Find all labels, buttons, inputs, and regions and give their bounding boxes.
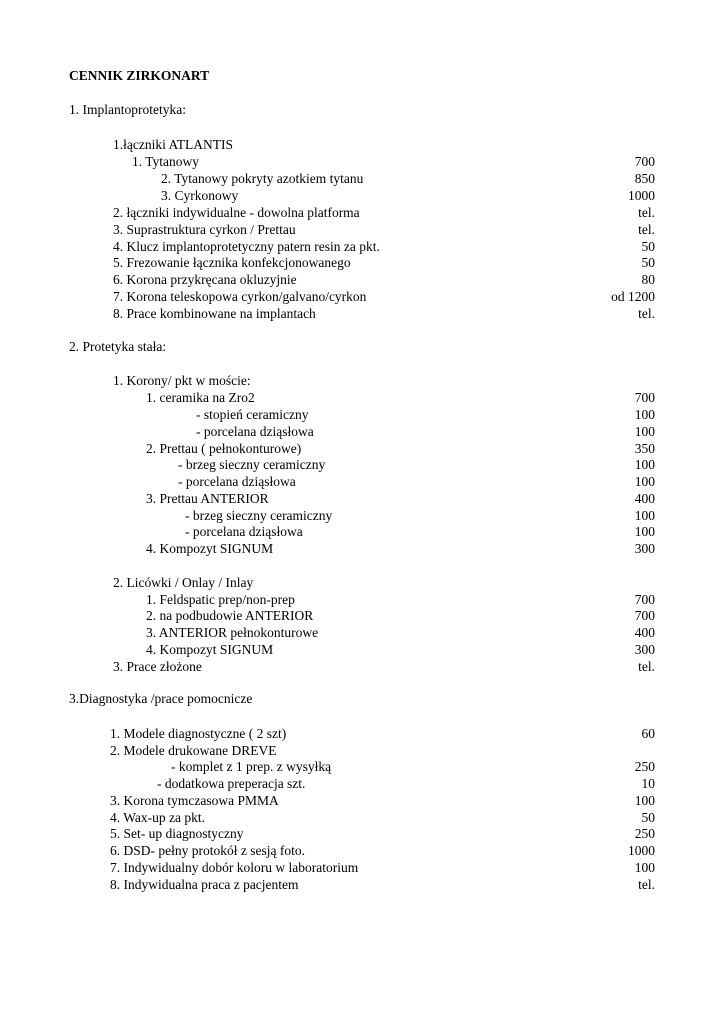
list-item: [0, 591, 725, 608]
item-price: 300: [634, 541, 655, 556]
item-price: 100: [634, 424, 655, 439]
item-label: - brzeg sieczny ceramiczny: [178, 457, 326, 472]
item-price: 100: [634, 524, 655, 539]
item-label: 3. Suprastruktura cyrkon / Prettau: [113, 222, 296, 237]
list-item: [0, 842, 725, 859]
section-heading-protetyka-stala: 2. Protetyka stała:: [69, 339, 167, 354]
item-label: 2. Licówki / Onlay / Inlay: [113, 575, 254, 590]
list-item: [0, 456, 725, 473]
item-price: 350: [634, 441, 655, 456]
item-label: 6. Korona przykręcana okluzyjnie: [113, 272, 297, 287]
list-item: [0, 204, 725, 221]
list-item: [0, 490, 725, 507]
list-item: [0, 607, 725, 624]
item-label: - komplet z 1 prep. z wysyłką: [171, 759, 332, 774]
section-heading-implantoprotetyka: 1. Implantoprotetyka:: [69, 102, 186, 117]
item-label: 2. na podbudowie ANTERIOR: [146, 608, 314, 623]
item-label: 3. Prace złożone: [113, 659, 202, 674]
list-item: [0, 725, 725, 742]
item-price: 400: [634, 491, 655, 506]
item-label: 4. Wax-up za pkt.: [110, 810, 206, 825]
list-item: [0, 775, 725, 792]
item-label: 5. Set- up diagnostyczny: [110, 826, 244, 841]
item-label: 1. Tytanowy: [132, 154, 200, 169]
list-item: [0, 153, 725, 170]
list-item: [0, 758, 725, 775]
list-item: [0, 271, 725, 288]
item-price: 700: [634, 592, 655, 607]
item-price: 50: [641, 239, 655, 254]
item-label: - porcelana dziąsłowa: [178, 474, 296, 489]
list-item: [0, 658, 725, 675]
item-label: 7. Indywidualny dobór koloru w laboratorium: [110, 860, 359, 875]
list-item: [0, 624, 725, 641]
item-price: tel.: [638, 222, 655, 237]
item-label: 1. Modele diagnostyczne ( 2 szt): [110, 726, 287, 741]
document-title: CENNIK ZIRKONART: [69, 68, 210, 83]
section-heading-diagnostyka: 3.Diagnostyka /prace pomocnicze: [69, 691, 253, 706]
item-price: 100: [634, 508, 655, 523]
list-item: [0, 809, 725, 826]
item-price: 700: [634, 390, 655, 405]
item-price: 250: [634, 826, 655, 841]
item-label: - brzeg sieczny ceramiczny: [185, 508, 333, 523]
list-item: [0, 440, 725, 457]
list-item: [0, 238, 725, 255]
item-label: 4. Kompozyt SIGNUM: [146, 541, 274, 556]
list-item: [0, 641, 725, 658]
item-price: 400: [634, 625, 655, 640]
item-price: 60: [641, 726, 655, 741]
item-price: tel.: [638, 306, 655, 321]
item-price: 50: [641, 810, 655, 825]
item-label: - porcelana dziąsłowa: [196, 424, 314, 439]
list-item: [0, 507, 725, 524]
list-item: [0, 523, 725, 540]
list-item: [0, 305, 725, 322]
item-label: 3. Korona tymczasowa PMMA: [110, 793, 279, 808]
item-price: 700: [634, 154, 655, 169]
item-price: 80: [641, 272, 655, 287]
list-item: [0, 406, 725, 423]
item-label: 8. Indywidualna praca z pacjentem: [110, 877, 299, 892]
item-price: tel.: [638, 877, 655, 892]
item-label: 2. Modele drukowane DREVE: [110, 743, 277, 758]
item-label: 1.łączniki ATLANTIS: [113, 137, 233, 152]
list-item: [0, 254, 725, 271]
list-item: [0, 288, 725, 305]
item-price: tel.: [638, 659, 655, 674]
item-price: tel.: [638, 205, 655, 220]
item-price: 1000: [628, 843, 655, 858]
item-label: 3. ANTERIOR pełnokonturowe: [146, 625, 319, 640]
item-label: 8. Prace kombinowane na implantach: [113, 306, 316, 321]
item-price: 100: [634, 793, 655, 808]
list-item: [0, 540, 725, 557]
item-label: 2. łączniki indywidualne - dowolna platforma: [113, 205, 360, 220]
list-item: [0, 170, 725, 187]
item-label: 1. Feldspatic prep/non-prep: [146, 592, 295, 607]
item-label: - dodatkowa preperacja szt.: [157, 776, 306, 791]
list-item: [0, 423, 725, 440]
item-price: 250: [634, 759, 655, 774]
item-price: 100: [634, 457, 655, 472]
item-label: - stopień ceramiczny: [196, 407, 309, 422]
list-item: [0, 742, 725, 759]
item-label: 7. Korona teleskopowa cyrkon/galvano/cyrkon: [113, 289, 367, 304]
item-label: - porcelana dziąsłowa: [185, 524, 303, 539]
item-price: 1000: [628, 188, 655, 203]
list-item: [0, 876, 725, 893]
list-item: [0, 574, 725, 591]
item-price: 300: [634, 642, 655, 657]
item-price: 100: [634, 860, 655, 875]
item-price: 100: [634, 407, 655, 422]
list-item: [0, 372, 725, 389]
list-item: [0, 792, 725, 809]
list-item: [0, 825, 725, 842]
item-label: 2. Prettau ( pełnokonturowe): [146, 441, 302, 456]
item-label: 4. Kompozyt SIGNUM: [146, 642, 274, 657]
list-item: [0, 136, 725, 153]
item-price: od 1200: [611, 289, 655, 304]
item-label: 1. Korony/ pkt w moście:: [113, 373, 251, 388]
item-label: 4. Klucz implantoprotetyczny patern resin za pkt.: [113, 239, 380, 254]
item-price: 50: [641, 255, 655, 270]
item-label: 2. Tytanowy pokryty azotkiem tytanu: [161, 171, 364, 186]
item-label: 1. ceramika na Zro2: [146, 390, 255, 405]
item-label: 3. Cyrkonowy: [161, 188, 239, 203]
list-item: [0, 389, 725, 406]
item-price: 700: [634, 608, 655, 623]
item-price: 10: [641, 776, 655, 791]
list-item: [0, 187, 725, 204]
item-label: 5. Frezowanie łącznika konfekcjonowanego: [113, 255, 351, 270]
list-item: [0, 859, 725, 876]
item-label: 6. DSD- pełny protokół z sesją foto.: [110, 843, 305, 858]
list-item: [0, 221, 725, 238]
item-price: 100: [634, 474, 655, 489]
item-price: 850: [634, 171, 655, 186]
list-item: [0, 473, 725, 490]
item-label: 3. Prettau ANTERIOR: [146, 491, 269, 506]
